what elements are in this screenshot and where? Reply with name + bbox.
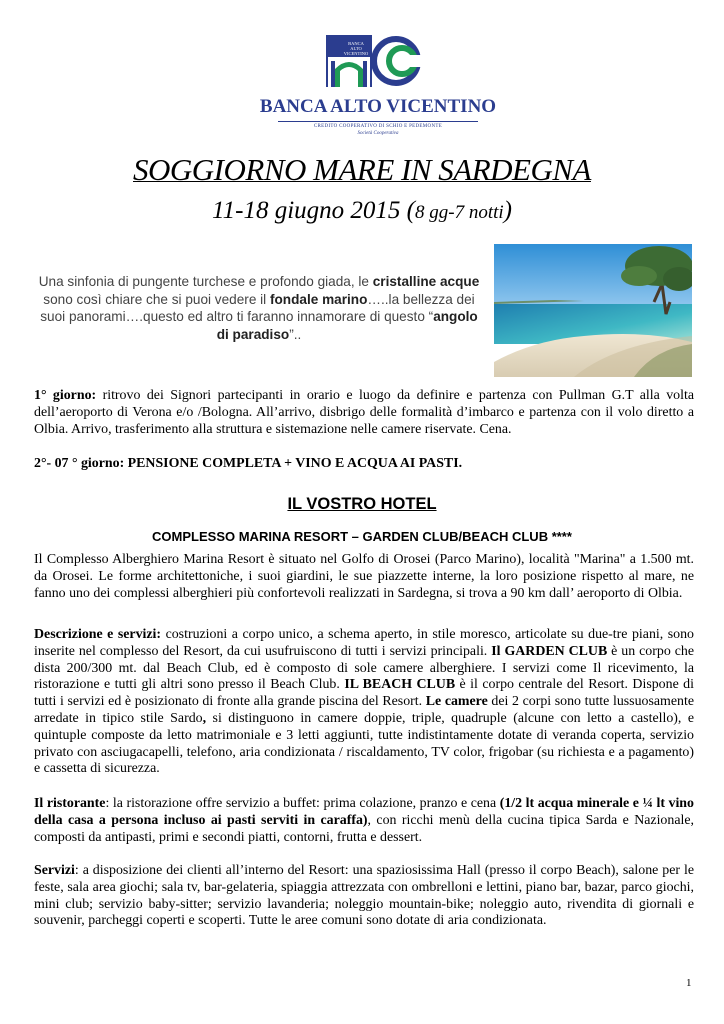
day-1-label: 1° giorno:	[34, 388, 97, 403]
garden-club-label: Il GARDEN CLUB	[491, 643, 608, 659]
bank-tagline: CREDITO COOPERATIVO DI SCHIO E PEDEMONTE	[313, 124, 443, 129]
services-description-paragraph	[34, 627, 694, 778]
logo-mark-text-1: BANCA	[348, 41, 364, 46]
hotel-section-heading	[0, 495, 724, 514]
document-subtitle	[0, 197, 724, 225]
services-text: è un corpo che dista 200/300 mt. dal Beach Club, ed è composto di sole camere alberghiere. I servizi come Il ricevimento, la ristorazione e tutti gli altri sono presso il Beach Club.	[34, 643, 694, 693]
day-2-7-paragraph	[34, 456, 694, 473]
services-text: è il corpo centrale del Resort. Dispone di tutti i servizi ed è posizionato di fronte alla grande piscina del Resort.	[34, 677, 694, 710]
services-comma: ,	[202, 710, 207, 726]
trip-duration: 8 gg-7 notti	[415, 202, 504, 223]
intro-text: sono così chiare che si puoi vedere il	[43, 291, 270, 307]
bank-tagline-2: Società Cooperativa	[357, 131, 399, 136]
restaurant-drinks-bold: (1/2 lt acqua minerale e ¼ lt vino della casa a persona incluso ai pasti serviti in caraffa)	[34, 796, 694, 828]
page-number: 1	[686, 977, 692, 989]
services-text: dei 2 corpi sono tutte lussuosamente arredate in tipico stile Sardo	[34, 694, 694, 726]
intro-paragraph	[34, 273, 484, 343]
day-1-paragraph	[34, 388, 694, 438]
intro-bold: angolo di paradiso	[216, 309, 478, 342]
day-2-7-text: 2°- 07 ° giorno: PENSIONE COMPLETA + VINO E ACQUA AI PASTI.	[34, 456, 463, 471]
hotel-description: Il Complesso Alberghiero Marina Resort è situato nel Golfo di Orosei (Parco Marino), località "Marina" a 1.500 mt. da Orosei. Le forme architettoniche, i suoi giardini, le sue piazzette interne, la loro posizione rispetto al mare, ne fanno uno dei complessi alberghieri più confortevoli realizzati in Sardegna, si trova a 90 km dall’ aeroporto di Olbia.	[34, 552, 694, 601]
document-title: SOGGIORNO MARE IN SARDEGNA	[133, 152, 591, 187]
restaurant-text: , con ricchi menù della cucina tipica Sarda e Nazionale, composti da antipasti, primi e secondi piatti, contorni, frutta e dessert.	[34, 812, 694, 845]
logo-divider	[278, 121, 478, 122]
intro-bold: fondale marino	[269, 291, 368, 307]
services-paragraph	[34, 863, 694, 930]
services-description-label: Descrizione e servizi:	[34, 627, 162, 642]
services-list-text: : a disposizione dei clienti all’interno del Resort: una spaziosissima Hall (presso il corpo Beach), salone per le feste, sala area giochi; sala tv, bar-gelateria, spiaggia attrezzata con ombrelloni e lettini, piano bar, bazar, parco giochi, mini club; servizio baby-sitter; servizio lavanderia; noleggio mountain-bike; noleggio auto, rivendita di giornali e souvenir, parcheggi coperti e scoperti. Tutte le aree comuni sono dotate di aria condizionata.	[34, 863, 694, 929]
beach-club-label: IL BEACH CLUB	[344, 677, 456, 693]
hotel-name-heading: COMPLESSO MARINA RESORT – GARDEN CLUB/BEACH CLUB ****	[152, 529, 572, 544]
rooms-label: Le camere	[425, 694, 488, 710]
sardinia-beach-photo	[494, 244, 692, 377]
intro-text: ”..	[289, 326, 302, 342]
restaurant-text: : la ristorazione offre servizio a buffet: prima colazione, pranzo e cena	[105, 796, 500, 811]
services-label: Servizi	[34, 863, 75, 878]
restaurant-paragraph	[34, 796, 694, 846]
paren-close: )	[503, 197, 512, 224]
intro-text: Una sinfonia di pungente turchese e profondo giada, le	[38, 274, 373, 289]
intro-text: …..la bellezza dei suoi panorami….questo ed altro ti faranno innamorare di questo “	[40, 291, 475, 324]
services-text: si distinguono in camere doppie, triple, quadruple (alcune con letto a castello), e quintuple composte da letto matrimoniale e 3 letti aggiunti, tutte indistintamente dotate di veranda coperta, servizio privato con asciugacapelli, telefono, aria condizionata / riscaldamento, TV color, frigobar (su richiesta e a pagamento) e cassetta di sicurezza.	[34, 710, 695, 777]
logo-mark-text-2: ALTO VICENTINO	[343, 46, 369, 56]
paren-open: (	[406, 197, 415, 224]
restaurant-label: Il ristorante	[34, 796, 106, 811]
hotel-heading-text: IL VOSTRO HOTEL	[287, 495, 437, 513]
trip-dates: 11-18 giugno 2015	[212, 197, 401, 224]
services-text: costruzioni a corpo unico, a schema aperto, in stile moresco, articolate su due-tre piani, sono inserite nel complesso del Resort, da cui usufruiscono di tutti i servizi principali.	[34, 627, 694, 659]
bank-name: BANCA ALTO VICENTINO	[259, 96, 497, 117]
day-1-text: ritrovo dei Signori partecipanti in orario e luogo da definire e partenza con Pullman G.T alla volta dell’aeroporto di Verona e/o /Bologna. All’arrivo, disbrigo delle formalità d’imbarco e partenza con il volo diretto a Olbia. Arrivo, trasferimento alla struttura e sistemazione nelle camere riservate. Cena.	[34, 388, 695, 437]
bank-logo	[248, 30, 508, 150]
intro-bold: cristalline acque	[372, 274, 480, 289]
